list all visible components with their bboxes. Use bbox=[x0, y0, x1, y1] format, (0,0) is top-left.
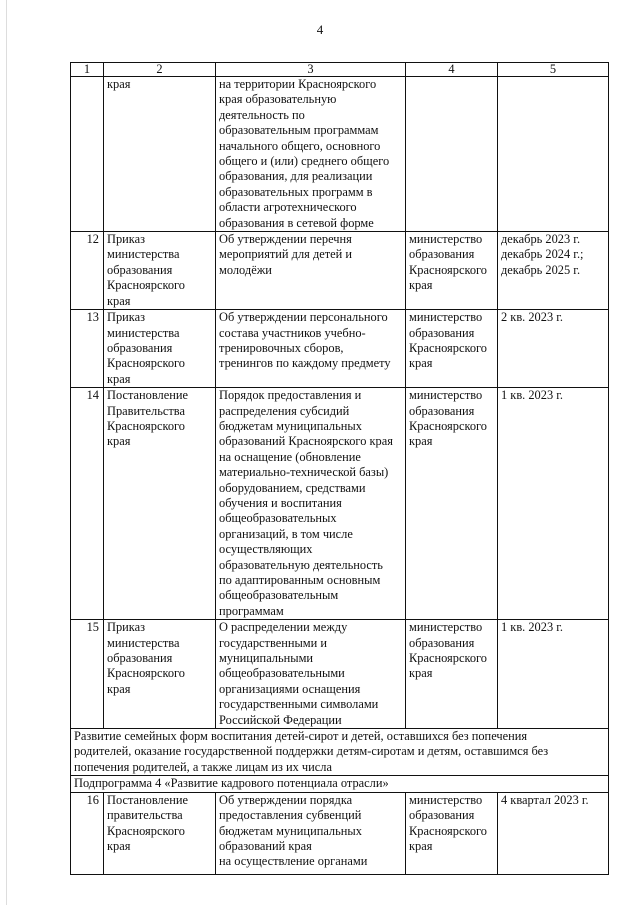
text-line: образования в сетевой форме bbox=[219, 215, 374, 230]
header-cell: 1 bbox=[71, 63, 104, 77]
text-line: декабрь 2024 г.; bbox=[501, 247, 584, 262]
table-row bbox=[71, 620, 609, 729]
text-line: края bbox=[409, 666, 433, 681]
text-line: деятельность по bbox=[219, 107, 305, 122]
text-line: общеобразовательным bbox=[219, 588, 339, 603]
text-line: Приказ bbox=[107, 310, 146, 325]
text-line: тренингов по каждому предмету bbox=[219, 356, 391, 371]
text-line: образования bbox=[409, 808, 475, 823]
table-row bbox=[71, 232, 609, 310]
text-line: края bbox=[107, 77, 131, 91]
row-number: 13 bbox=[71, 310, 104, 388]
text-line: Постановление bbox=[107, 792, 188, 807]
text-line: общеобразовательными bbox=[219, 666, 345, 681]
text-line: Красноярского bbox=[409, 262, 487, 277]
text-line: края bbox=[107, 293, 131, 308]
text-line: образований края bbox=[219, 838, 312, 853]
executor bbox=[406, 310, 498, 388]
text-line: края bbox=[409, 434, 433, 449]
text-line: Красноярского bbox=[107, 823, 185, 838]
text-line: края bbox=[409, 278, 433, 293]
text-line: государственными символами bbox=[219, 697, 379, 712]
text-line: попечения родителей, а также лицам из их числа bbox=[74, 759, 332, 774]
text-line: 1 кв. 2023 г. bbox=[501, 388, 564, 403]
text-line: мероприятий для детей и bbox=[219, 247, 353, 262]
text-line: родителей, оказание государственной поддержки детям-сиротам и детям, оставшимся без bbox=[74, 744, 549, 759]
text-line: края bbox=[107, 838, 131, 853]
text-line: государственными и bbox=[219, 635, 328, 650]
plan-table bbox=[70, 62, 609, 875]
text-line: области агротехнического bbox=[219, 200, 357, 215]
text-line: края bbox=[107, 371, 131, 386]
text-line: образования bbox=[107, 262, 173, 277]
text-line: Российской Федерации bbox=[219, 712, 342, 727]
text-line: образований Красноярского края bbox=[219, 434, 393, 449]
section-title-subprogram-4: Подпрограмма 4 «Развитие кадрового потенциала отрасли» bbox=[71, 776, 609, 792]
text-line: Об утверждении персонального bbox=[219, 310, 388, 325]
text-line: 1 кв. 2023 г. bbox=[501, 620, 564, 635]
row-number: 16 bbox=[71, 792, 104, 874]
text-line: Об утверждении порядка bbox=[219, 792, 353, 807]
row-number: 14 bbox=[71, 388, 104, 620]
document-type bbox=[104, 388, 216, 620]
deadline bbox=[498, 388, 609, 620]
text-line: обучения и воспитания bbox=[219, 495, 342, 510]
text-line: образовательную деятельность bbox=[219, 557, 383, 572]
text-line: образовательных программ в bbox=[219, 184, 373, 199]
text-line: министерство bbox=[409, 620, 483, 635]
row-number: 15 bbox=[71, 620, 104, 729]
document-title bbox=[216, 792, 406, 874]
text-line: Красноярского bbox=[107, 356, 185, 371]
text-line: образовательным программам bbox=[219, 123, 379, 138]
text-line: министерство bbox=[409, 388, 483, 403]
text-line: Красноярского bbox=[409, 651, 487, 666]
table-row bbox=[71, 310, 609, 388]
text-line: образования bbox=[107, 340, 173, 355]
text-line: образования bbox=[409, 635, 475, 650]
text-line: Постановление bbox=[107, 388, 188, 403]
text-line: осуществляющих bbox=[219, 542, 313, 557]
text-line: программам bbox=[219, 603, 284, 618]
header-cell: 5 bbox=[498, 63, 609, 77]
deadline bbox=[498, 232, 609, 310]
document-type bbox=[104, 77, 216, 232]
text-line: Об утверждении перечня bbox=[219, 232, 352, 247]
text-line: Красноярского bbox=[107, 666, 185, 681]
document-type bbox=[104, 310, 216, 388]
text-line: организациями оснащения bbox=[219, 681, 361, 696]
text-line: министерство bbox=[409, 232, 483, 247]
text-line: образования bbox=[409, 403, 475, 418]
text-line: состава участников учебно- bbox=[219, 325, 366, 340]
text-line: Порядок предоставления и bbox=[219, 388, 362, 403]
document-type bbox=[104, 232, 216, 310]
page-number: 4 bbox=[316, 22, 324, 37]
text-line: 4 квартал 2023 г. bbox=[501, 792, 589, 807]
deadline bbox=[498, 310, 609, 388]
text-line: министерство bbox=[409, 792, 483, 807]
document-title bbox=[216, 310, 406, 388]
text-line: правительства bbox=[107, 808, 183, 823]
document-title bbox=[216, 388, 406, 620]
executor bbox=[406, 620, 498, 729]
scan-edge bbox=[6, 0, 7, 905]
deadline bbox=[498, 620, 609, 729]
header-cell: 4 bbox=[406, 63, 498, 77]
text-line: образования, для реализации bbox=[219, 169, 373, 184]
text-line: Красноярского bbox=[409, 340, 487, 355]
text-line: Красноярского bbox=[107, 418, 185, 433]
document-title bbox=[216, 232, 406, 310]
text-line: образования bbox=[409, 247, 475, 262]
text-line: молодёжи bbox=[219, 262, 272, 277]
text-line: министерства bbox=[107, 635, 180, 650]
section-row bbox=[71, 729, 609, 776]
text-line: министерство bbox=[409, 310, 483, 325]
text-line: общеобразовательных bbox=[219, 511, 337, 526]
text-line: 2 кв. 2023 г. bbox=[501, 310, 564, 325]
text-line: образования bbox=[409, 325, 475, 340]
text-line: тренировочных сборов, bbox=[219, 340, 344, 355]
document-type bbox=[104, 620, 216, 729]
text-line: края bbox=[409, 838, 433, 853]
text-line: края bbox=[107, 681, 131, 696]
text-line: начального общего, основного bbox=[219, 138, 381, 153]
text-line: оборудованием, средствами bbox=[219, 480, 366, 495]
text-line: декабрь 2025 г. bbox=[501, 262, 581, 277]
table-row bbox=[71, 388, 609, 620]
document-type bbox=[104, 792, 216, 874]
text-line: края bbox=[409, 356, 433, 371]
section-row bbox=[71, 776, 609, 792]
text-line: министерства bbox=[107, 325, 180, 340]
deadline bbox=[498, 77, 609, 232]
text-line: образования bbox=[107, 651, 173, 666]
text-line: О распределении между bbox=[219, 620, 348, 635]
text-line: Приказ bbox=[107, 620, 146, 635]
text-line: муниципальными bbox=[219, 651, 314, 666]
header-row bbox=[71, 63, 609, 77]
text-line: по адаптированным основным bbox=[219, 573, 381, 587]
text-line: края bbox=[107, 434, 131, 449]
section-title-family-forms bbox=[71, 729, 609, 776]
executor bbox=[406, 232, 498, 310]
text-line: Приказ bbox=[107, 232, 146, 247]
text-line: Правительства bbox=[107, 403, 185, 418]
row-number: 12 bbox=[71, 232, 104, 310]
document-title bbox=[216, 77, 406, 232]
text-line: края образовательную bbox=[219, 92, 337, 107]
text-line: Красноярского bbox=[409, 418, 487, 433]
header-cell: 3 bbox=[216, 63, 406, 77]
text-line: бюджетам муниципальных bbox=[219, 418, 362, 433]
text-line: Красноярского bbox=[409, 823, 487, 838]
text-line: общего и (или) среднего общего bbox=[219, 154, 390, 169]
text-line: предоставления субвенций bbox=[219, 808, 362, 823]
table-row bbox=[71, 792, 609, 874]
text-line: материально-технической базы) bbox=[219, 465, 389, 480]
text-line: министерства bbox=[107, 247, 180, 262]
deadline bbox=[498, 792, 609, 874]
text-line: на оснащение (обновление bbox=[219, 449, 361, 464]
text-line: на территории Красноярского bbox=[219, 77, 377, 91]
text-line: Развитие семейных форм воспитания детей-сирот и детей, оставшихся без попечения bbox=[74, 729, 528, 744]
executor bbox=[406, 388, 498, 620]
header-cell: 2 bbox=[104, 63, 216, 77]
text-line: декабрь 2023 г. bbox=[501, 232, 581, 247]
text-line: организаций, в том числе bbox=[219, 526, 353, 541]
text-line: бюджетам муниципальных bbox=[219, 823, 362, 838]
document-title bbox=[216, 620, 406, 729]
table-row bbox=[71, 77, 609, 232]
executor bbox=[406, 77, 498, 232]
executor bbox=[406, 792, 498, 874]
text-line: на осуществление органами bbox=[219, 854, 368, 869]
text-line: распределения субсидий bbox=[219, 403, 350, 418]
row-number bbox=[71, 77, 104, 232]
text-line: Красноярского bbox=[107, 278, 185, 293]
